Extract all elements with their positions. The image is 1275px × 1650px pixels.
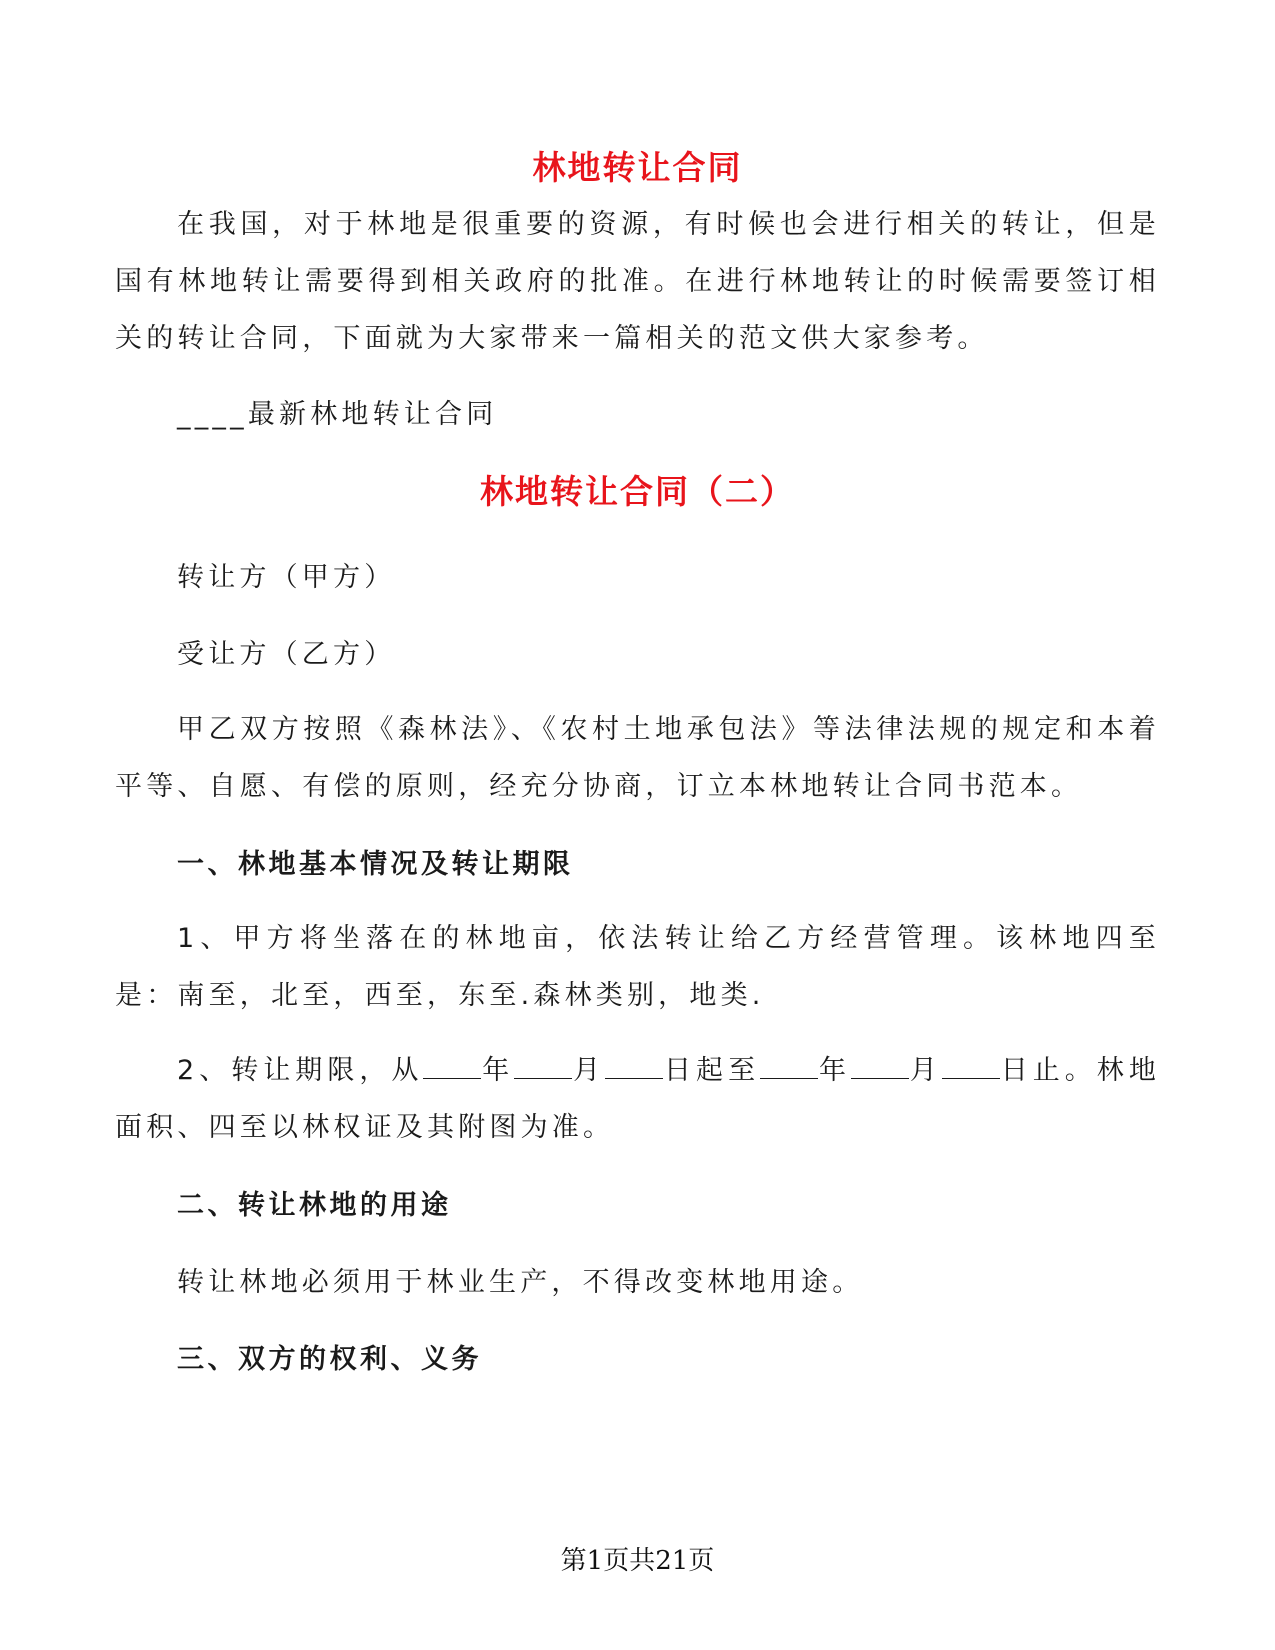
blank-field: [423, 1054, 481, 1079]
heading-basic-info: 一、林地基本情况及转让期限: [177, 849, 574, 880]
party-a-line: 转让方（甲方）: [177, 562, 396, 593]
clause-2-text-7: 日止。林地面积、四至以林权证及其附图为准。: [115, 1055, 1161, 1143]
clause-2-text-1: 2、转让期限，从: [177, 1055, 424, 1086]
preamble-paragraph: 甲乙双方按照《森林法》、《农村土地承包法》等法律法规的规定和本着平等、自愿、有偿的原则，经充分协商，订立本林地转让合同书范本。: [115, 714, 1160, 802]
blank-field: [605, 1054, 663, 1079]
clause-2-text-3: 月: [572, 1055, 606, 1086]
intro-paragraph: 在我国，对于林地是很重要的资源，有时候也会进行相关的转让，但是国有林地转让需要得到相关政府的批准。在进行林地转让的时候需要签订相关的转让合同，下面就为大家带来一篇相关的范文供大家参考。: [115, 209, 1160, 354]
page-number: 第1页共21页: [560, 1546, 715, 1576]
clause-2-text-2: 年: [481, 1055, 515, 1086]
clause-2-text-5: 年: [818, 1055, 851, 1086]
clause-2-text-4: 日起至: [663, 1055, 761, 1086]
blank-field: [760, 1054, 818, 1079]
clause-2-text-6: 月: [909, 1055, 942, 1086]
blank-prefix: ____: [177, 399, 248, 430]
heading-usage: 二、转让林地的用途: [177, 1190, 452, 1221]
blank-field: [942, 1054, 1000, 1079]
document-title: 林地转让合同: [532, 148, 743, 187]
clause-1-paragraph: 1、甲方将坐落在的林地亩，依法转让给乙方经营管理。该林地四至是：南至，北至，西至，东至.森林类别，地类.: [115, 923, 1160, 1011]
latest-contract-label: 最新林地转让合同: [247, 399, 498, 430]
blank-field: [514, 1054, 572, 1079]
section-title: 林地转让合同（二）: [480, 472, 795, 511]
clause-2-paragraph: [115, 1042, 1160, 1156]
party-b-line: 受让方（乙方）: [177, 639, 396, 670]
usage-paragraph: 转让林地必须用于林业生产，不得改变林地用途。: [177, 1267, 864, 1298]
latest-contract-line: [177, 392, 497, 431]
heading-rights-obligations: 三、双方的权利、义务: [177, 1344, 482, 1375]
blank-field: [851, 1054, 909, 1079]
